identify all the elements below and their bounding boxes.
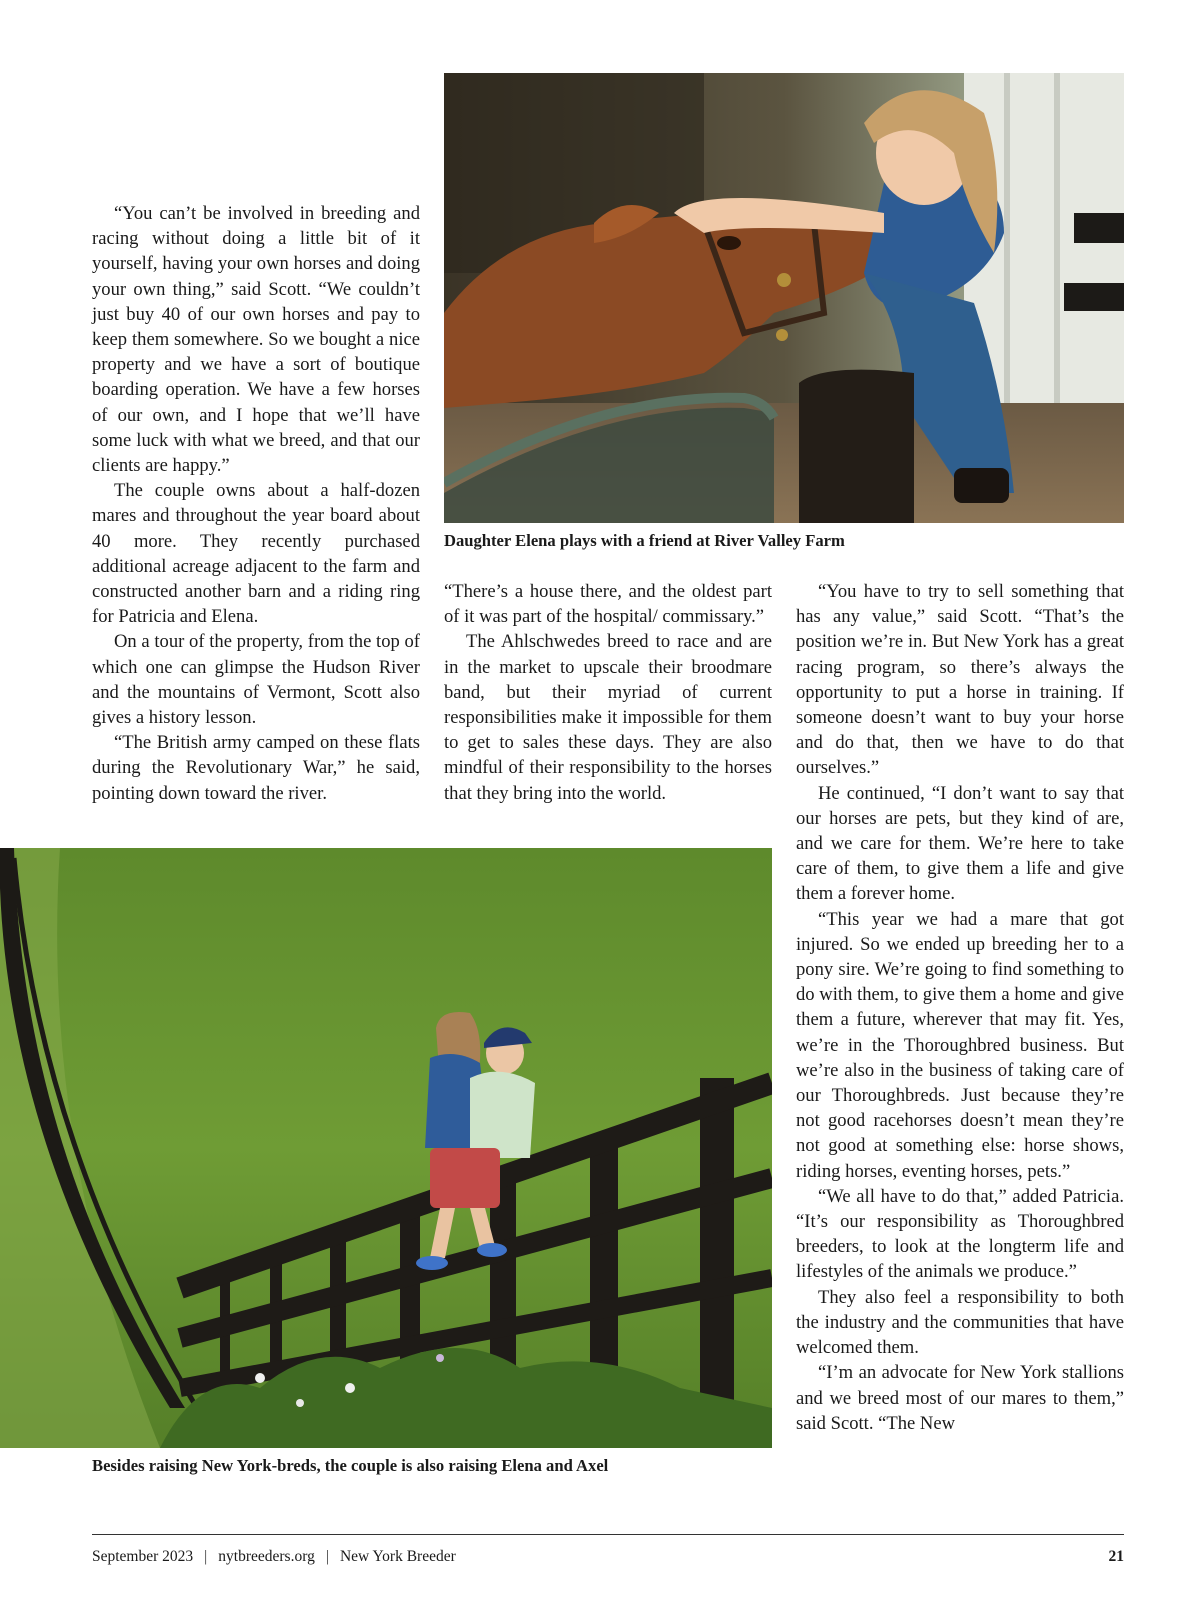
paragraph: On a tour of the property, from the top of which one can glimpse the Hudson River and the mountains of Vermont, Scott also gives a history lesson. <box>92 631 420 729</box>
photo-caption: Besides raising New York-breds, the couple is also raising Elena and Axel <box>92 1456 609 1475</box>
paragraph: “The British army camped on these flats during the Revolutionary War,” he said, pointing down toward the river. <box>92 732 420 804</box>
article-column-middle <box>444 579 772 806</box>
footer-publication: New York Breeder <box>339 1548 456 1565</box>
paragraph: The Ahlschwedes breed to race and are in the market to upscale their broodmare band, but their myriad of current responsibilities make it impossible for them to get to sales these days. They are also mindful of their responsibility to the horses that they bring into the world. <box>444 631 772 804</box>
article-column-right <box>796 579 1124 1436</box>
footer-separator: | <box>204 1548 208 1565</box>
paragraph: “I’m an advocate for New York stallions and we breed most of our mares to them,” said Scott. “The New <box>796 1362 1124 1434</box>
page-footer <box>92 1548 1124 1566</box>
photo-girl-with-horse <box>444 73 1124 523</box>
footer-site: nytbreeders.org <box>218 1548 315 1565</box>
photo-children-on-fence <box>0 848 772 1448</box>
footer-date: September 2023 <box>92 1548 194 1565</box>
paragraph: “We all have to do that,” added Patricia. “It’s our responsibility as Thoroughbred breeders, to look at the longterm life and lifestyles of the animals we produce.” <box>796 1185 1124 1283</box>
photo-caption: Daughter Elena plays with a friend at River Valley Farm <box>444 531 845 550</box>
paragraph: “This year we had a mare that got injured. So we ended up breeding her to a pony sire. We’re going to find something to do with them, to give them a home and give them a future, wherever that may fit. Yes, we’re in the Thoroughbred business. But we’re also in the business of taking care of our Thoroughbreds. Just because they’re not good racehorses doesn’t mean they’re not good at something else: horse shows, riding horses, eventing horses, pets.” <box>796 908 1124 1182</box>
footer-separator: | <box>325 1548 329 1565</box>
paragraph: He continued, “I don’t want to say that our horses are pets, but they kind of are, and we care for them. We’re here to take care of them, to give them a life and give them a forever home. <box>796 782 1124 905</box>
paragraph: “There’s a house there, and the oldest part of it was part of the hospital/ commissary.” <box>444 581 772 628</box>
article-column-left <box>92 201 420 806</box>
footer-rule <box>92 1534 1124 1535</box>
paragraph: “You can’t be involved in breeding and racing without doing a little bit of it yourself, having your own horses and doing your own thing,” said Scott. “We couldn’t just buy 40 of our own horses and pay to keep them somewhere. So we bought a nice property and we have a sort of boutique boarding operation. We have a few horses of our own, and I hope that we’ll have some luck with what we breed, and that our clients are happy.” <box>92 203 420 477</box>
page-number: 21 <box>1108 1548 1124 1565</box>
paragraph: They also feel a responsibility to both the industry and the communities that have welcomed them. <box>796 1286 1124 1359</box>
paragraph: “You have to try to sell something that has any value,” said Scott. “That’s the position we’re in. But New York has a great racing program, so there’s always the opportunity to put a horse in training. If someone doesn’t want to buy your horse and do that, then we have to do that ourselves.” <box>796 581 1124 779</box>
paragraph: The couple owns about a half-dozen mares and throughout the year board about 40 more. They recently purchased additional acreage adjacent to the farm and constructed another barn and a riding ring for Patricia and Elena. <box>92 480 420 628</box>
